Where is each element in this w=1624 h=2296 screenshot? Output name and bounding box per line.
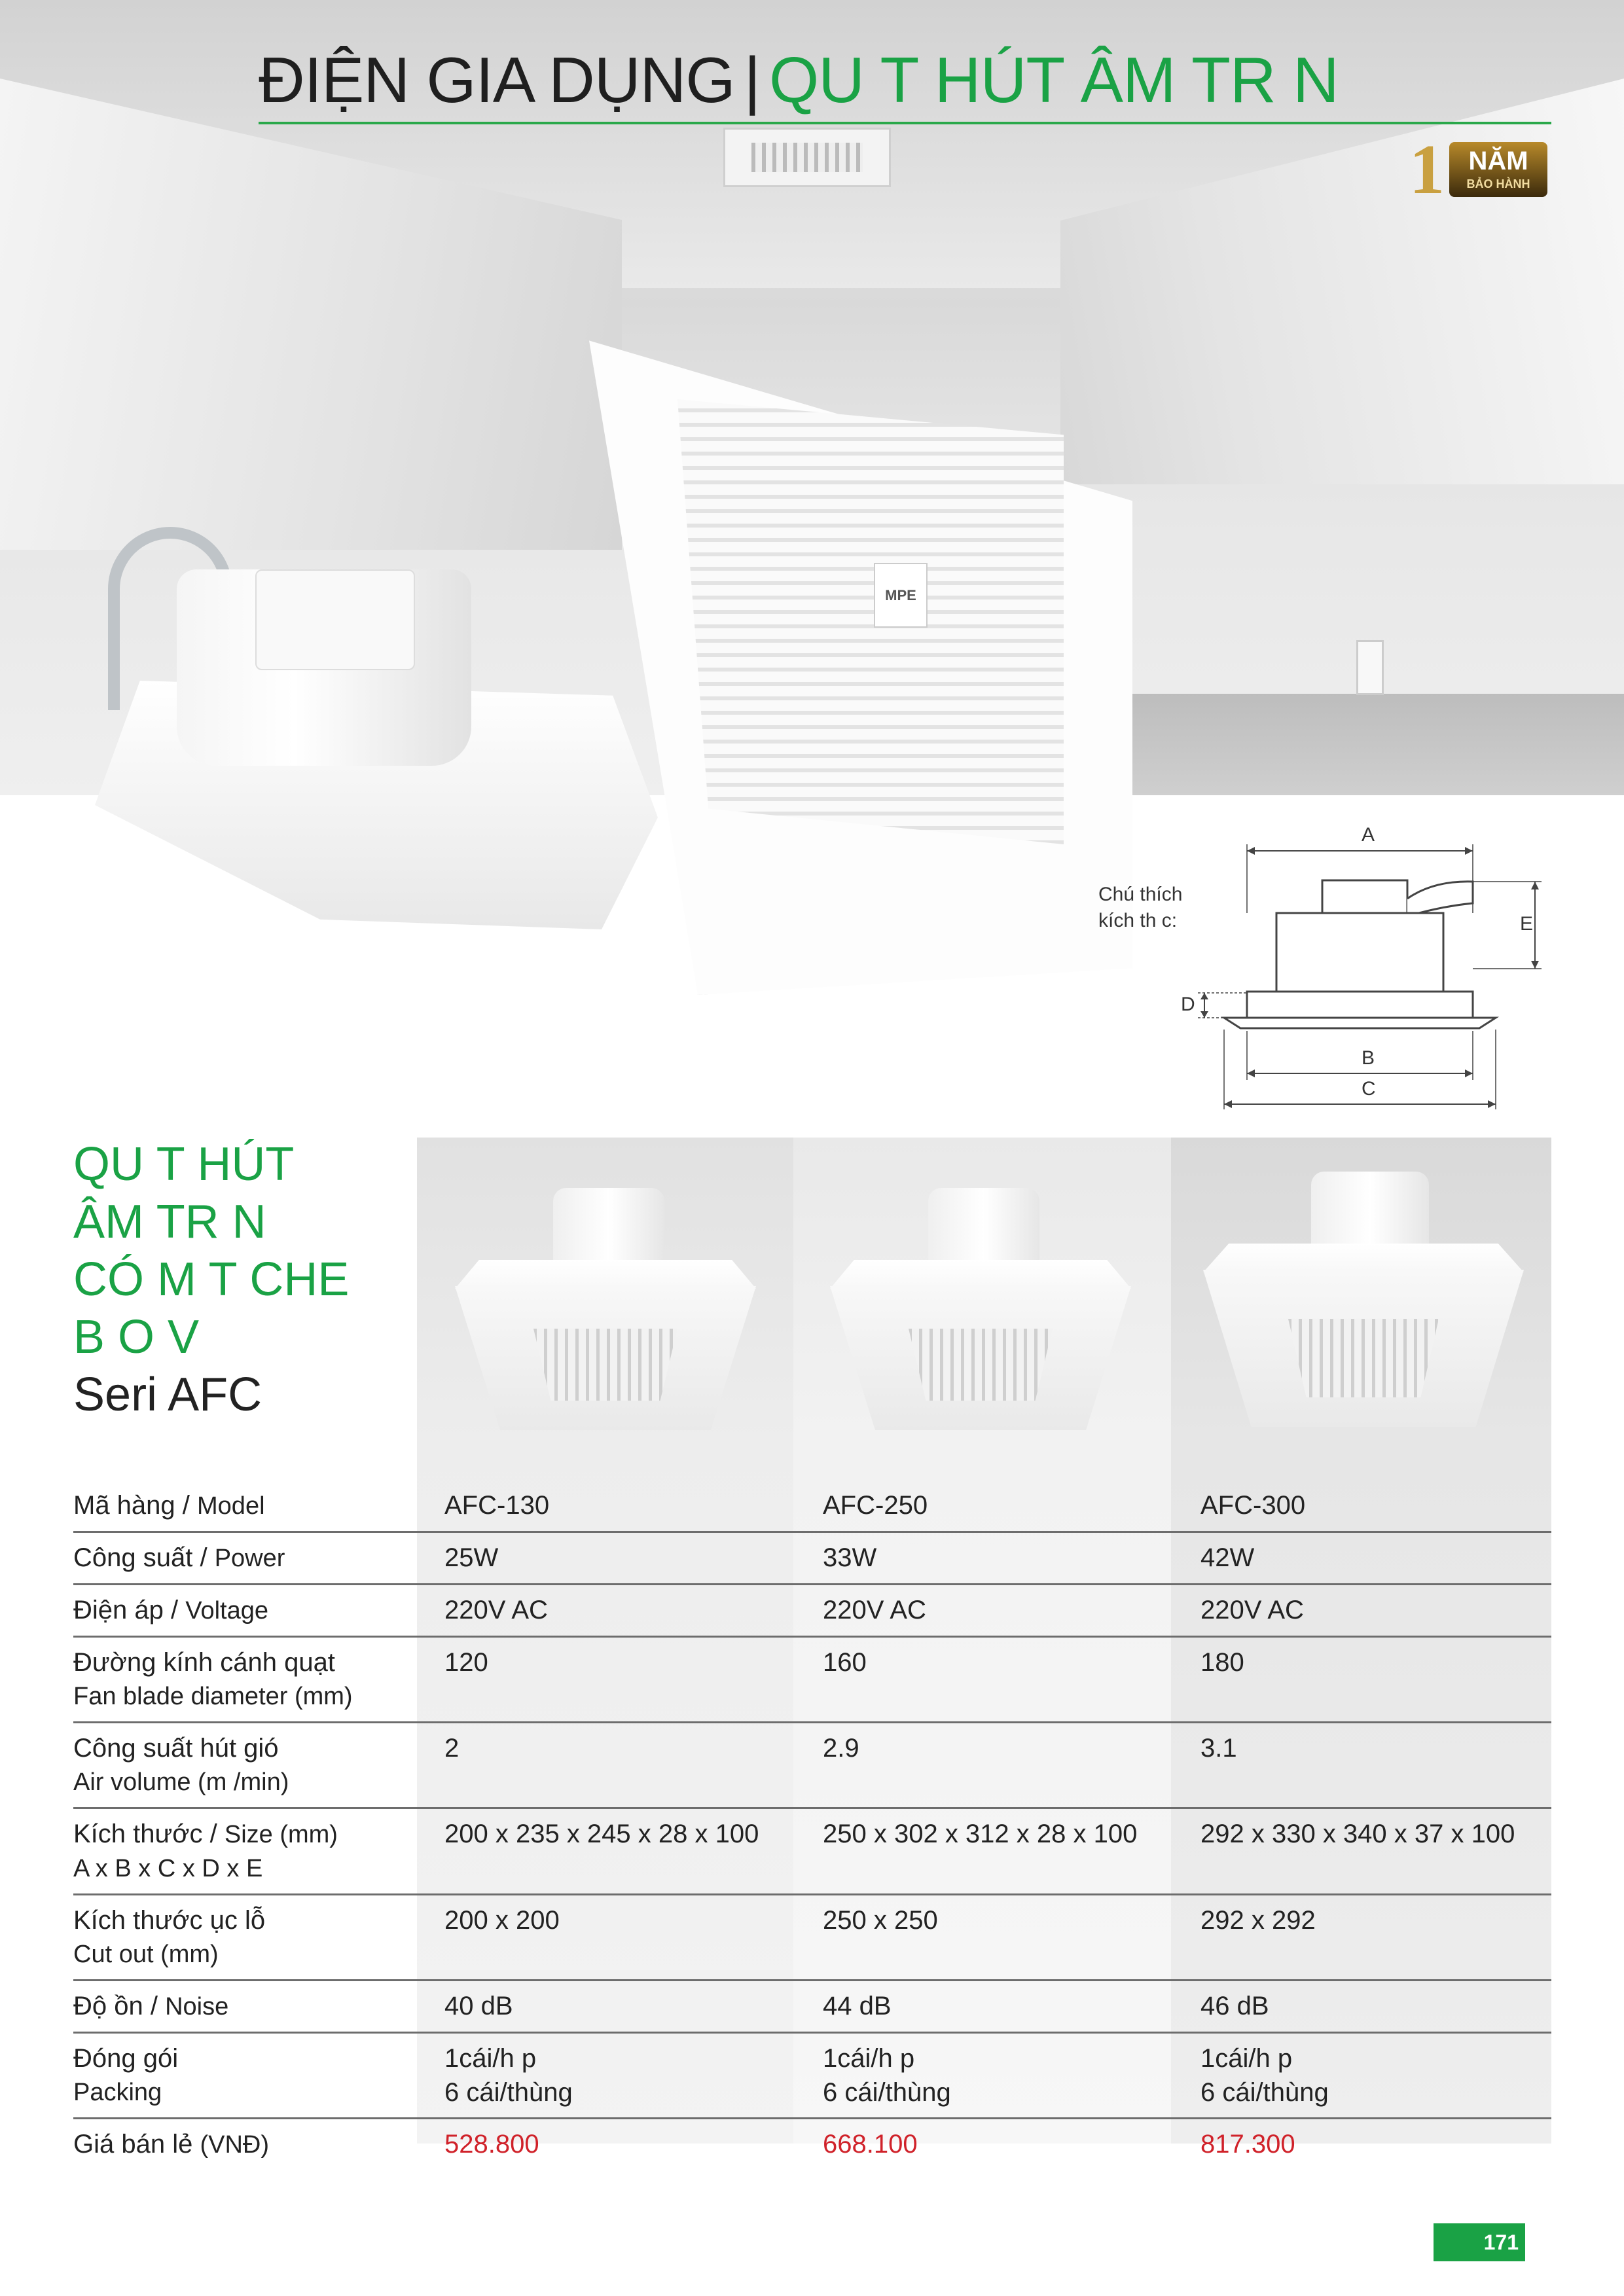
page-title bbox=[259, 41, 1555, 119]
table-row bbox=[73, 1637, 1551, 1723]
heading-line-2: ÂM TR N bbox=[73, 1196, 266, 1248]
cell-afc-130: 40 dB bbox=[417, 1981, 795, 2033]
fan-logo: MPE bbox=[874, 563, 928, 628]
cell-afc-130: 200 x 235 x 245 x 28 x 100 bbox=[417, 1808, 795, 1895]
heading-line-1: QU T HÚT bbox=[73, 1138, 295, 1191]
row-label: Công suất / Power bbox=[73, 1532, 417, 1585]
product-grille bbox=[1288, 1319, 1439, 1397]
cell-afc-130: 200 x 200 bbox=[417, 1895, 795, 1981]
hero-switch bbox=[1356, 640, 1384, 695]
cell-afc-250: 160 bbox=[795, 1637, 1173, 1723]
cell-afc-130: 120 bbox=[417, 1637, 795, 1723]
product-image-afc-130 bbox=[455, 1188, 756, 1430]
cell-afc-250: 33W bbox=[795, 1532, 1173, 1585]
cell-afc-250: 44 dB bbox=[795, 1981, 1173, 2033]
table-row bbox=[73, 2033, 1551, 2119]
dim-label-d: D bbox=[1181, 994, 1195, 1015]
cell-afc-300: 42W bbox=[1173, 1532, 1551, 1585]
warranty-unit: NĂM bbox=[1468, 147, 1528, 175]
cell-afc-300: 180 bbox=[1173, 1637, 1551, 1723]
row-label: Độ ồn / Noise bbox=[73, 1981, 417, 2033]
cell-afc-250: 1cái/h p 6 cái/thùng bbox=[795, 2033, 1173, 2119]
heading-line-4: B O V bbox=[73, 1311, 200, 1363]
cell-afc-300: 292 x 330 x 340 x 37 x 100 bbox=[1173, 1808, 1551, 1895]
product-image-afc-300 bbox=[1203, 1172, 1524, 1433]
product-grille bbox=[533, 1329, 677, 1401]
heading-series: Seri AFC bbox=[73, 1369, 262, 1421]
cell-afc-250: 250 x 250 bbox=[795, 1895, 1173, 1981]
diagram-grille bbox=[1224, 1018, 1496, 1028]
cell-afc-300: 3.1 bbox=[1173, 1723, 1551, 1808]
title-category: ĐIỆN GIA DỤNG bbox=[259, 44, 735, 116]
row-label: Kích thước / Size (mm) A x B x C x D x E bbox=[73, 1808, 417, 1895]
dim-label-c: C bbox=[1362, 1078, 1376, 1100]
dim-label-b: B bbox=[1362, 1047, 1375, 1069]
cell-afc-300: 46 dB bbox=[1173, 1981, 1551, 2033]
table-row bbox=[73, 1532, 1551, 1585]
dimension-diagram bbox=[1172, 821, 1564, 1109]
table-row bbox=[73, 1723, 1551, 1808]
warranty-badge bbox=[1401, 131, 1551, 209]
diagram-body bbox=[1276, 913, 1443, 992]
cell-afc-300: 1cái/h p 6 cái/thùng bbox=[1173, 2033, 1551, 2119]
diagram-duct bbox=[1407, 882, 1473, 916]
cell-afc-250: 220V AC bbox=[795, 1585, 1173, 1637]
cell-afc-130: AFC-130 bbox=[417, 1480, 795, 1532]
cell-afc-130: 220V AC bbox=[417, 1585, 795, 1637]
dim-label-a: A bbox=[1362, 824, 1375, 846]
dim-label-e: E bbox=[1520, 913, 1534, 935]
legend-line-1: Chú thích bbox=[1098, 884, 1183, 905]
warranty-box bbox=[1449, 142, 1547, 197]
page-number: 171 bbox=[1434, 2223, 1525, 2261]
row-label: Đóng gói Packing bbox=[73, 2033, 417, 2119]
legend-line-2: kích th c: bbox=[1098, 910, 1178, 931]
title-separator: | bbox=[744, 44, 761, 116]
cell-afc-300: 292 x 292 bbox=[1173, 1895, 1551, 1981]
dim-a-arrow-right bbox=[1465, 847, 1473, 855]
table-row bbox=[73, 1480, 1551, 1532]
fan-grille bbox=[677, 399, 1064, 844]
table-row bbox=[73, 1585, 1551, 1637]
row-label: Điện áp / Voltage bbox=[73, 1585, 417, 1637]
warranty-label: BẢO HÀNH bbox=[1466, 177, 1530, 190]
row-label: Giá bán lẻ (VNĐ) bbox=[73, 2130, 270, 2159]
product-grille bbox=[909, 1329, 1053, 1401]
table-row bbox=[73, 1808, 1551, 1895]
diagram-flange bbox=[1247, 992, 1473, 1018]
cell-afc-300: AFC-300 bbox=[1173, 1480, 1551, 1532]
table-row bbox=[73, 1895, 1551, 1981]
row-label: Mã hàng / Model bbox=[73, 1480, 417, 1532]
warranty-number: 1 bbox=[1409, 131, 1445, 209]
hero-ceiling-fan bbox=[723, 128, 891, 187]
cell-afc-130: 2 bbox=[417, 1723, 795, 1808]
title-rule bbox=[259, 122, 1551, 124]
dim-a-arrow-left bbox=[1247, 847, 1255, 855]
cell-afc-130: 1cái/h p 6 cái/thùng bbox=[417, 2033, 795, 2119]
fan-motor-cap bbox=[255, 569, 415, 670]
table-row bbox=[73, 1981, 1551, 2033]
cell-afc-250: 250 x 302 x 312 x 28 x 100 bbox=[795, 1808, 1173, 1895]
cell-afc-250: 2.9 bbox=[795, 1723, 1173, 1808]
price-afc-130: 528.800 bbox=[444, 2130, 539, 2159]
cell-afc-130: 25W bbox=[417, 1532, 795, 1585]
row-label: Kích thước ục lỗ Cut out (mm) bbox=[73, 1895, 417, 1981]
price-afc-250: 668.100 bbox=[823, 2130, 918, 2159]
price-afc-300: 817.300 bbox=[1200, 2130, 1295, 2159]
title-product: QU T HÚT ÂM TR N bbox=[769, 44, 1339, 116]
cell-afc-250: AFC-250 bbox=[795, 1480, 1173, 1532]
section-heading bbox=[73, 1136, 414, 1424]
product-image-afc-250 bbox=[830, 1188, 1131, 1430]
row-label: Đường kính cánh quạt Fan blade diameter (mm) bbox=[73, 1637, 417, 1723]
table-row-price bbox=[73, 2119, 1551, 2170]
row-label: Công suất hút gió Air volume (m /min) bbox=[73, 1723, 417, 1808]
diagram-cap bbox=[1322, 880, 1407, 913]
heading-line-3: CÓ M T CHE bbox=[73, 1253, 350, 1306]
cell-afc-300: 220V AC bbox=[1173, 1585, 1551, 1637]
spec-table bbox=[73, 1480, 1551, 2170]
